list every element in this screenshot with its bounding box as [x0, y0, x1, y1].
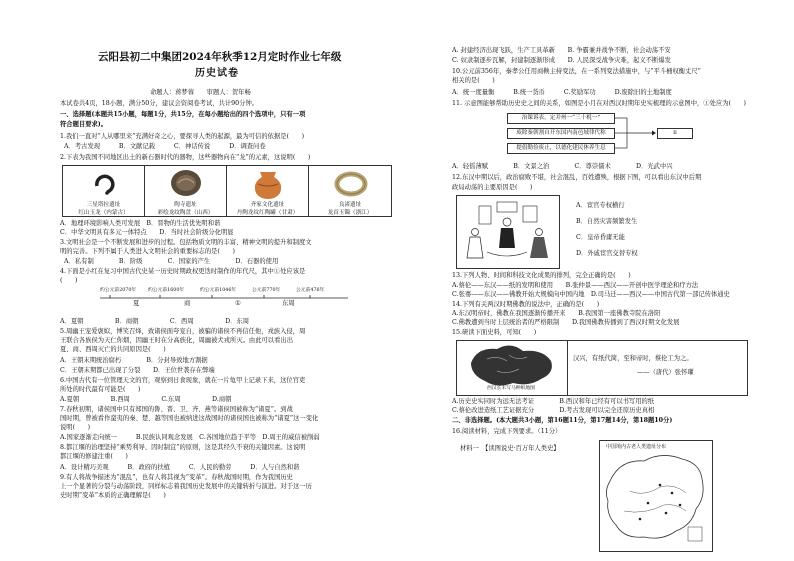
q15-quote: 汉兴，有纸代简，至和帝时，蔡伦工为之。: [573, 355, 693, 362]
q5-stem-cont2: 夏、商、西周灭亡的共同原因是( ): [60, 346, 166, 353]
q3-options: A．私有制 B．阶级 C．国家的产生 D．石器的使用: [64, 258, 279, 265]
timeline-date: 约公元前1600年: [148, 288, 185, 293]
timeline-date: 约公元前2070年: [100, 288, 137, 293]
q12-stem-cont: 政局动荡的主要原因是( ): [452, 184, 533, 191]
q4-timeline: [100, 287, 350, 311]
q8-stem: 8.都江堰的治理坚持“乘势利导、因时制宜”的原则，这是其经久不衰的关键因素。这说明: [60, 444, 306, 451]
q5-stem-cont: 王联合各族侯为天仁你烟，因幽王时在分高族化，周幽被犬戎所灭。由此可以看出出: [60, 337, 293, 344]
authors-line: 命题人：蒋梦蓉 审题人：贺年畅: [150, 89, 251, 96]
map-caption: 西汉长未写马种纸地图: [487, 386, 535, 391]
q2-artifact-table: [62, 165, 392, 217]
q3-stem-cont: 明的完善。下列不属于人类进入文明社会的重要标志的是( ): [60, 248, 235, 255]
jade-bracelet-image: [309, 166, 393, 202]
q9-stem-cont2: 史时期“变革”本质的正确理解是( ): [60, 492, 166, 499]
q8-stem-cont: 都江堰的修建注重( ): [60, 453, 128, 460]
q11-flow-diagram: [507, 113, 717, 155]
flow-box: 治课诉表，定并州一“三十税一”: [507, 113, 615, 124]
q8-options: A．设计精巧美观 B．政府的扶植 C．人民的勤劳 D．人与自然和谐: [60, 464, 300, 471]
court-scene-drawing: [457, 196, 559, 268]
q15-map-cell: [457, 341, 568, 395]
q9-stem-cont: 上一个显著的分裂与动荡阶段，同样标志着我国历史发展中的关键转折与演进。对于这一历: [60, 483, 312, 490]
q4-stem-cont: ( ): [60, 277, 78, 284]
flow-target-box: ①: [657, 128, 693, 139]
q15-quote-source: ——（唐代）张怀瓘: [637, 369, 694, 376]
q9-stem: 9.有人将战争描述为“混乱”，也有人将其视为“变革”。春秋战国时期，作为我国历史: [60, 474, 293, 481]
q15-material-box: [456, 340, 748, 396]
q12-option-d: D．外戚宦官交替专权: [576, 250, 638, 257]
artifact-cell: 陶寺遗址 彩绘龙纹陶盘（山西）: [144, 165, 227, 217]
q12-option-c: C．皇帝昏庸无能: [576, 234, 625, 241]
q14-option-cd: C.佛教遭到当时上层统治者的严格限制 D.我国佛教传播到了西汉时期文化发展: [452, 319, 680, 326]
paper-map-image: [457, 341, 567, 387]
timeline-date: 公元前476年: [296, 288, 325, 293]
pottery-jar-image: [227, 166, 310, 202]
section2-heading: 二、非选择题。(本大题共3小题，第16题11分，第17题14分，第18题10分): [452, 417, 673, 424]
q1-stem: 1.我们一直对“人从哪里来”充满好奇之心，要探寻人类的起源，最为可信的依据是( ): [60, 133, 305, 140]
subject-title: 历史试卷: [195, 68, 239, 79]
q7-options: A.国家逐渐走向统一 B.民族认同观念发展 C.各国地位趋于平等 D.周王的威信被削弱: [60, 434, 320, 441]
q12-stem: 12.东汉中期以后，政治腐败不堪，社会混乱，百姓遭殃，根据下图，可以看出东汉中后期: [452, 174, 702, 181]
q9-option-cd: C. 奴隶制逐步瓦解，封建制逐渐形成 D. 人民深受战争灾难，起义不断爆发: [452, 57, 671, 64]
q16-stem: 16.阅读材料，完成下列要求。（11分）: [452, 428, 562, 435]
timeline-mark: 商: [184, 300, 191, 307]
q10-stem: 10.公元前356年，秦孝公任用商鞅主持变法，在一系列变法措施中，与“平斗桶权衡丈尺”: [452, 68, 701, 75]
timeline-date: 约公元前1046年: [200, 288, 237, 293]
q13-option-cd: C.张骞——东汉——佛教开始大规模向中国内地 D.司马迁——西汉——中国古代第一部记传体通史: [452, 291, 730, 298]
painted-plate-image: [145, 166, 228, 202]
exam-info: 本试卷共4页，18小题，满分50分，建议会资阅卷考试，共计90分钟。: [60, 100, 259, 107]
q4-stem: 4.下面是小红在复习中国古代史某一历史时期政权更迭时制作的年代尺，其中①处应该是: [60, 268, 306, 275]
timeline-mark: 夏: [133, 300, 140, 307]
q10-options: A．统一度量衡 B.统一货币 C.奖励军功 D.废除旧的土地制度: [452, 89, 672, 96]
artifact-cell: 齐家文化遗址 丹陶龙纹红陶罐（甘肃）: [226, 165, 309, 217]
q15-option-ab: A.历史史实同时为远无法考证 B.西汉和年已经有可以书写用的纸: [452, 398, 655, 405]
q13-stem: 13.下列人物、时间和科技文化成果的排列，完全正确的是( ): [452, 272, 631, 279]
q7-stem-cont: 国时期，曾被看作蛮夷的秦、楚、越等国也被纳进这战国时的诸侯国也被称为“诸夏”这一变化: [60, 415, 319, 422]
q4-options: A．夏朝 B．商朝 C．西周 D．东周: [60, 318, 250, 325]
q14-stem: 14.下列有关两汉时期佛教的说法中，正确的是( ): [452, 301, 600, 308]
q12-illustration: [456, 195, 560, 269]
flow-box: 废除秦朝割自开东国内南邑域律代称: [507, 128, 615, 139]
q5-stem: 5.周幽王宠爱褒姒，博笑召烽，致诸侯面夸宠自，被骗的诸侯不再信任他，戎族入侵，周: [60, 328, 306, 335]
section1-heading-cont: 符合题目要求)。: [60, 121, 108, 128]
q10-stem-cont: 相关的是( ): [452, 77, 495, 84]
q9-option-ab: A. 封建经济出现飞跃，生产工具革新 B. 争霸兼并战争不断，社会动荡不安: [452, 47, 671, 54]
q13-option-ab: A.蔡伦——东汉——纸的发明和使用 B.张仲景——西汉——开创中医学理论和疗方法: [452, 282, 699, 289]
timeline-mark: 东周: [282, 300, 295, 307]
q15-option-cd: C.蔡伦改进造纸工艺证据充分 D.考古发现可以完全还原历史真相: [452, 407, 655, 414]
q5-option-cd: C．王朝末期都已出现了分裂 D．王位世袭存在弊端: [60, 367, 215, 374]
flow-box: 提倡勤俭废止，以德化建民休养生息: [507, 143, 615, 154]
jade-dragon-image: [63, 166, 146, 202]
section1-heading: 一、选择题(本题共15小题，每题1分，共15分，在每小题给出的四个选项中，只有一项: [60, 111, 306, 118]
q2-option-ab: A．地理环境影响人类可发展 B．晋物的生活优先明和谐: [60, 220, 221, 227]
q14-option-ab: A.东汉明帝时，佛教在我国逐渐传播开来 B.我国第一座佛教寺院在洛阳: [452, 310, 661, 317]
q6-stem: 6.中国古代有一位管理天文的官，观察到日食现象，就在一片龟甲上记录下来，这位官吏: [60, 377, 306, 384]
exam-title: 云阳县初二中集团2024年秋季12月定时作业七年级: [98, 51, 342, 63]
q2-option-cd: C．中华文明具有多元一体特点 D．当时社会阶级分化明显: [60, 229, 234, 236]
q12-option-a: A．宦官专权横行: [576, 202, 625, 209]
q16-map: [599, 440, 713, 552]
q15-stem: 15.研读下面史料，可知( ): [452, 329, 537, 336]
q11-options: A．轻徭薄赋 B．文景之治 C．尊崇儒术 D．光武中兴: [452, 163, 673, 170]
q7-stem: 7.春秋初期，诸侯国中只有郑国的鲁、晋、卫、齐、燕等诸侯国被称为“诸夏”。到战: [60, 406, 293, 413]
q6-options: A.夏朝 B.西周 C.东周 D.商朝: [60, 396, 232, 403]
artifact-cell: 良渚遗址 龙首玉镯（浙江）: [308, 165, 392, 217]
timeline-date: 公元前770年: [252, 288, 281, 293]
artifact-cell: 三星塔拉遗址 红山玉龙（内蒙古）: [62, 165, 145, 217]
q2-stem: 2.下表为我国不同地区出土的新石器时代的器物，这些器物向在“龙”的元素，这说明( ): [60, 154, 311, 161]
q5-option-ab: A．王朝末期统治腐朽 B．分封导致地方割据: [60, 357, 208, 364]
q1-options: A．考古发现 B．文献记载 C．神话传说 D．调查问卷: [64, 143, 266, 150]
china-sites-map: [600, 441, 712, 551]
q12-option-b: B．自然灾害频繁发生: [576, 218, 638, 225]
map-title: 中国境内古老人类遗址分布: [606, 444, 667, 450]
q3-stem: 3.文明社会是一个不断发展和进步的过程。包括物质文明的丰富、精神文明的提升和制度文: [60, 239, 312, 246]
q7-stem-cont2: 说明( ): [60, 424, 91, 431]
material-one-label: 材料一 【读图说史·百万年人类史】: [460, 445, 560, 452]
timeline-mark: ①: [235, 300, 241, 307]
q11-stem: 11. 示意图能够帮助历史史之间的关系，如图是小月在对西汉时期年史实梳理的示意图中，①处应为( ): [452, 100, 746, 107]
q6-stem-cont: 所处的时代最有可能是( ): [60, 386, 141, 393]
